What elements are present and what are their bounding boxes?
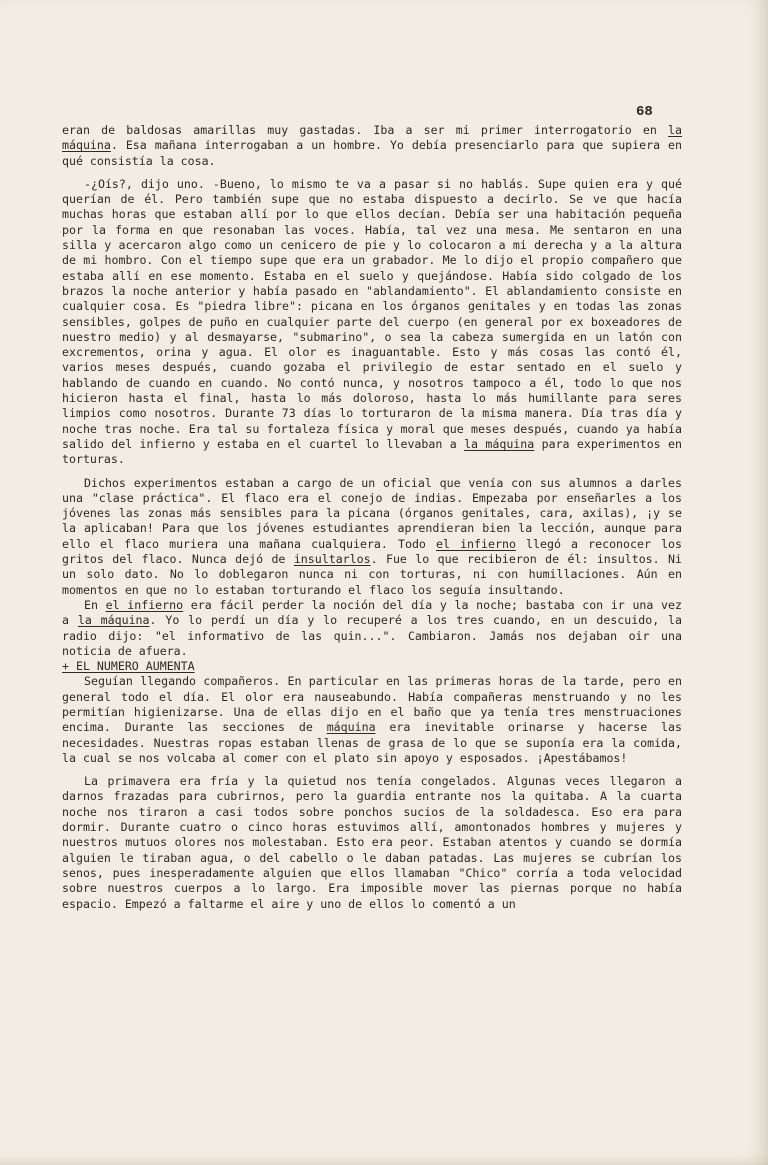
paragraph-2: -¿Oís?, dijo uno. -Bueno, lo mismo te va a pasar si no hablás. Supe quien era y qué querían de él. Pero también supe que no estaba dispuesto a decirlo. Se ve que hacía muchas horas que estaban allí por lo que ellos decían. Debía ser una habitación pequeña por la forma en que resonaban las voces. Había, tal vez una mesa. Me sentaron en una silla y acercaron algo como un cenicero de pie y lo colocaron a mi derecha y a la altura de mi hombro. Con el tiempo supe que era un grabador. Me lo dijo el propio compañero que estaba allí en ese momento. Estaba en el suelo y quejándose. Había sido colgado de los brazos la noche anterior y había pasado en "ablandamiento". El ablandamiento consiste en cualquier cosa. Es "piedra libre": picana en los órganos genitales y en todas las zonas sensibles, golpes de puño en cualquier parte del cuerpo (en general por ex boxeadores de nuestro medio) y al desmayarse, "submarino", o sea la cabeza sumergida en un latón con excrementos, orina y agua. El olor es inaguantable. Esto y más cosas las contó él, varios meses después, cuando gozaba el privilegio de estar sentado en el suelo y hablando de cuando en cuando. No contó nunca, y nosotros tampoco a él, todo lo que nos hicieron hasta el final, hasta lo más doloroso, hasta lo más humillante para seres limpios como nosotros. Durante 73 días lo torturaron de la misma manera. Día tras día y noche tras noche. Era tal su fortaleza física y moral que meses después, cuando ya había salido del infierno y estaba en el cuartel lo llevaban a la máquina para experimentos en torturas. <box>62 176 682 467</box>
paragraph-6: La primavera era fría y la quietud nos tenía congelados. Algunas veces llegaron a darnos frazadas para cubrirnos, pero la guardia entrante nos la quitaba. A la cuarta noche nos tiraron a casi todos sobre ponchos sucios de la soldadesca. Eso era para dormir. Durante cuatro o cinco horas estuvimos allí, amontonados hombres y mujeres y nuestros mutuos olores nos molestaban. Esto era peor. Estaban atentos y cuando se dormía alguien le tiraban agua, o del cabello o le daban patadas. Las mujeres se cubrían los senos, pues inesperadamente alguien que ellos llamaban "Chico" corría a toda velocidad sobre nuestros cuerpos a lo largo. Era imposible mover las piernas porque no había espacio. Empezó a faltarme el aire y uno de ellos lo comentó a un <box>62 774 682 911</box>
underlined-term: la máquina <box>77 613 150 628</box>
page-number: 68 <box>636 104 653 120</box>
body-text <box>62 123 682 912</box>
paragraph-4: En el infierno era fácil perder la noción del día y la noche; bastaba con ir una vez a la máquina. Yo lo perdí un día y lo recuperé a los tres cuando, en un descuido, la radio dijo: "el informativo de las quin...". Cambiaron. Jamás nos dejaban oir una noticia de afuera. <box>62 597 682 658</box>
underlined-term: el infierno <box>105 597 184 612</box>
paragraph-5: Seguían llegando compañeros. En particular en las primeras horas de la tarde, pero en general todo el día. El olor era nauseabundo. Había compañeras menstruando y no les permitían higienizarse. Una de ellas dijo en el baño que ya tenía tres menstruaciones encima. Durante las secciones de máquina era inevitable orinarse y hacerse las necesidades. Nuestras ropas estaban llenas de grasa de lo que se suponía era la comida, la cual se nos volcaba al comer con el plato sin apoyo y esposados. ¡Apestábamos! <box>62 674 683 765</box>
paragraph-3: Dichos experimentos estaban a cargo de un oficial que venía con sus alumnos a darles una "clase práctica". El flaco era el conejo de indias. Empezaba por enseñarles a los jóvenes las zonas más sensibles para la picana (órganos genitales, cara, axilas), ¡y se la aplicaban! Para que los jóvenes estudiantes aprendieran bien la lección, aunque para ello el flaco muriera una mañana cualquiera. Todo el infierno llegó a reconocer los gritos del flaco. Nunca dejó de insultarlos. Fue lo que recibieron de él: insultos. Ni un solo dato. No lo doblegaron nunca ni con torturas, ni con humillaciones. Aún en momentos en que no lo estaban torturando el flaco los seguía insultando. <box>62 475 683 597</box>
underlined-term: máquina <box>326 720 376 735</box>
section-heading: + EL NUMERO AUMENTA <box>62 659 195 674</box>
paragraph-1: eran de baldosas amarillas muy gastadas. Iba a ser mi primer interrogatorio en la máquina. Esa mañana interrogaban a un hombre. Yo debía presenciarlo para que supiera en qué consistía la cosa. <box>62 123 682 168</box>
underlined-term: la máquina <box>464 436 535 451</box>
underlined-term: insultarlos <box>293 552 371 567</box>
underlined-term: la máquina <box>62 123 682 153</box>
underlined-term: el infierno <box>436 536 516 551</box>
